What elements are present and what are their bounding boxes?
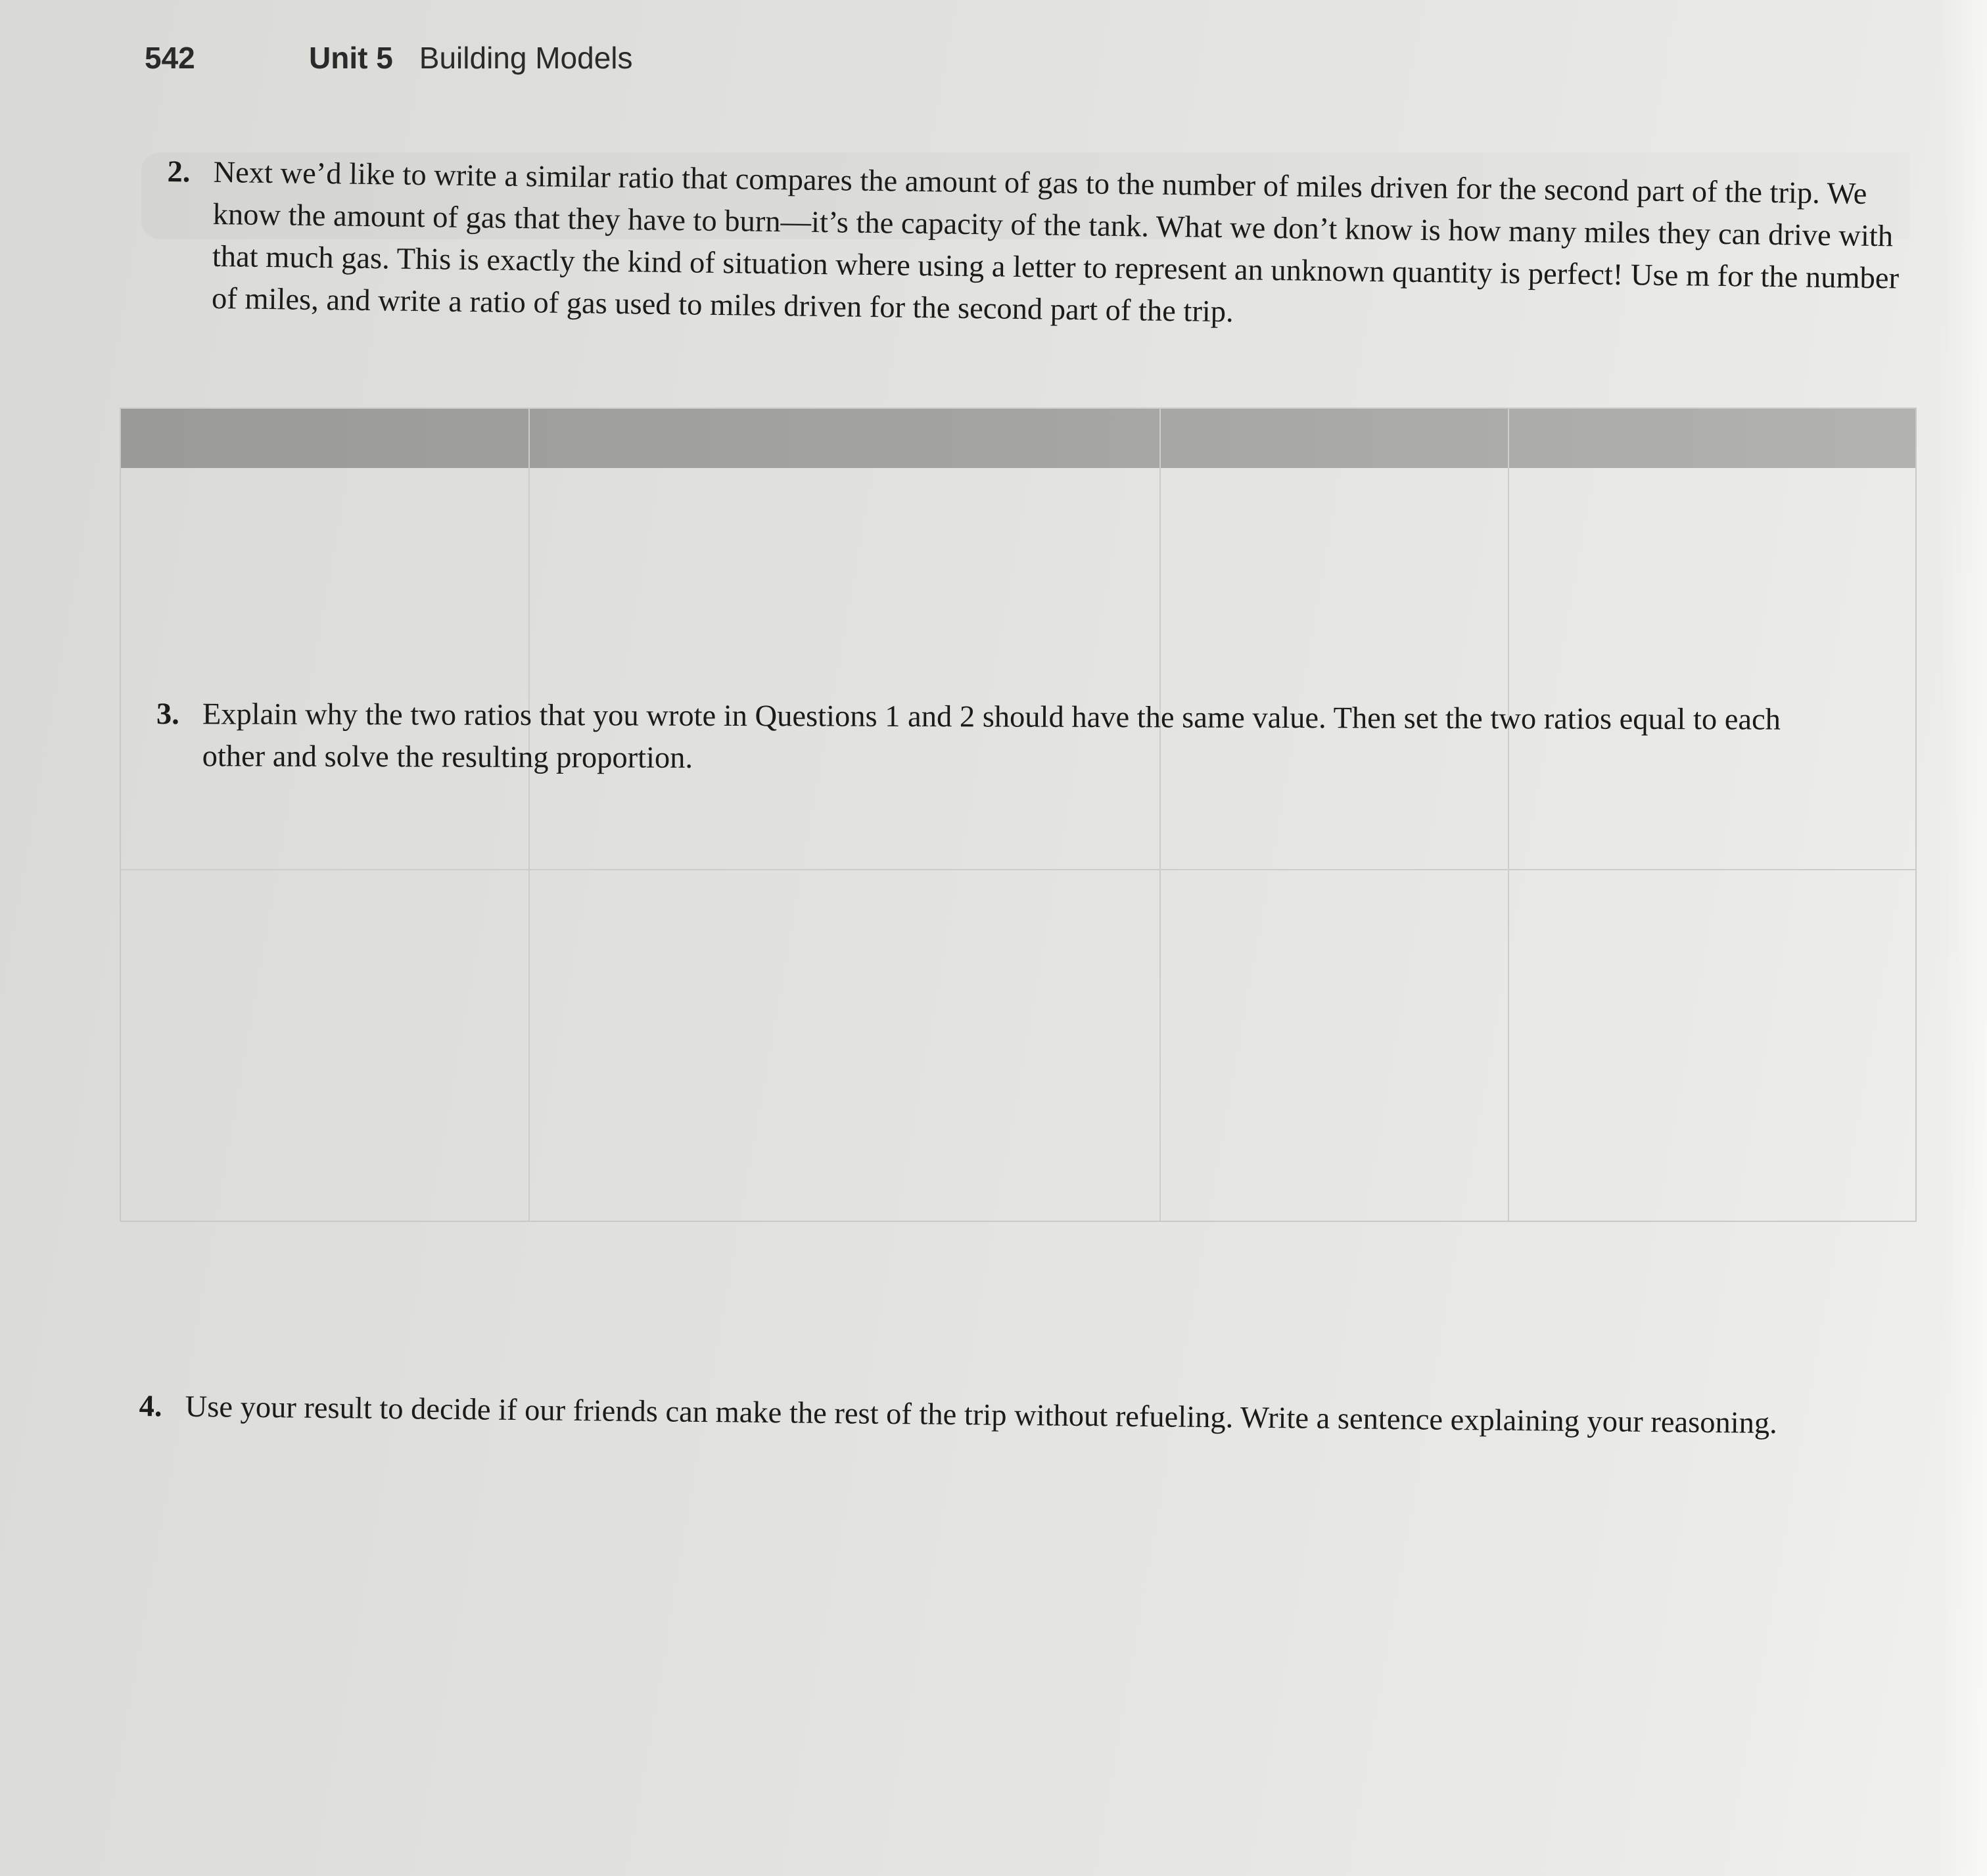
unit-title: Building Models (419, 41, 633, 75)
page-number: 542 (145, 41, 195, 75)
question-4 (139, 1386, 1901, 1446)
page-edge-highlight (1941, 0, 1987, 1876)
grid-divider (1508, 409, 1509, 1221)
question-text: Explain why the two ratios that you wrote in Questions 1 and 2 should have the same value. Then set the two ratios equal to each other and solve the resulting proportion. (202, 697, 1781, 775)
question-2 (166, 151, 1903, 342)
grid-divider (528, 409, 530, 1221)
running-head (145, 32, 633, 84)
grid-divider (1159, 409, 1161, 1221)
question-3 (156, 693, 1839, 784)
question-text: Next we’d like to write a similar ratio that compares the amount of gas to the number of miles driven for the second part of the trip. We know the amount of gas that they have to burn—it’s the capacity of the tank. What we don’t know is how many miles they can drive with that much gas. This is exactly the kind of situation where using a letter to represent an unknown quantity is perfect! Use m for the number of miles, and write a ratio of gas used to miles driven for the second part of the trip. (211, 155, 1900, 329)
question-number: 4. (139, 1389, 162, 1424)
grid-divider (121, 869, 1915, 870)
grid-header-band (121, 409, 1915, 468)
unit-label: Unit 5 (309, 41, 393, 75)
answer-grid (120, 408, 1917, 1222)
question-number: 3. (156, 697, 179, 732)
question-number: 2. (167, 154, 191, 189)
question-text: Use your result to decide if our friends can make the rest of the trip without refueling. Write a sentence explaining your reasoning. (185, 1390, 1778, 1441)
